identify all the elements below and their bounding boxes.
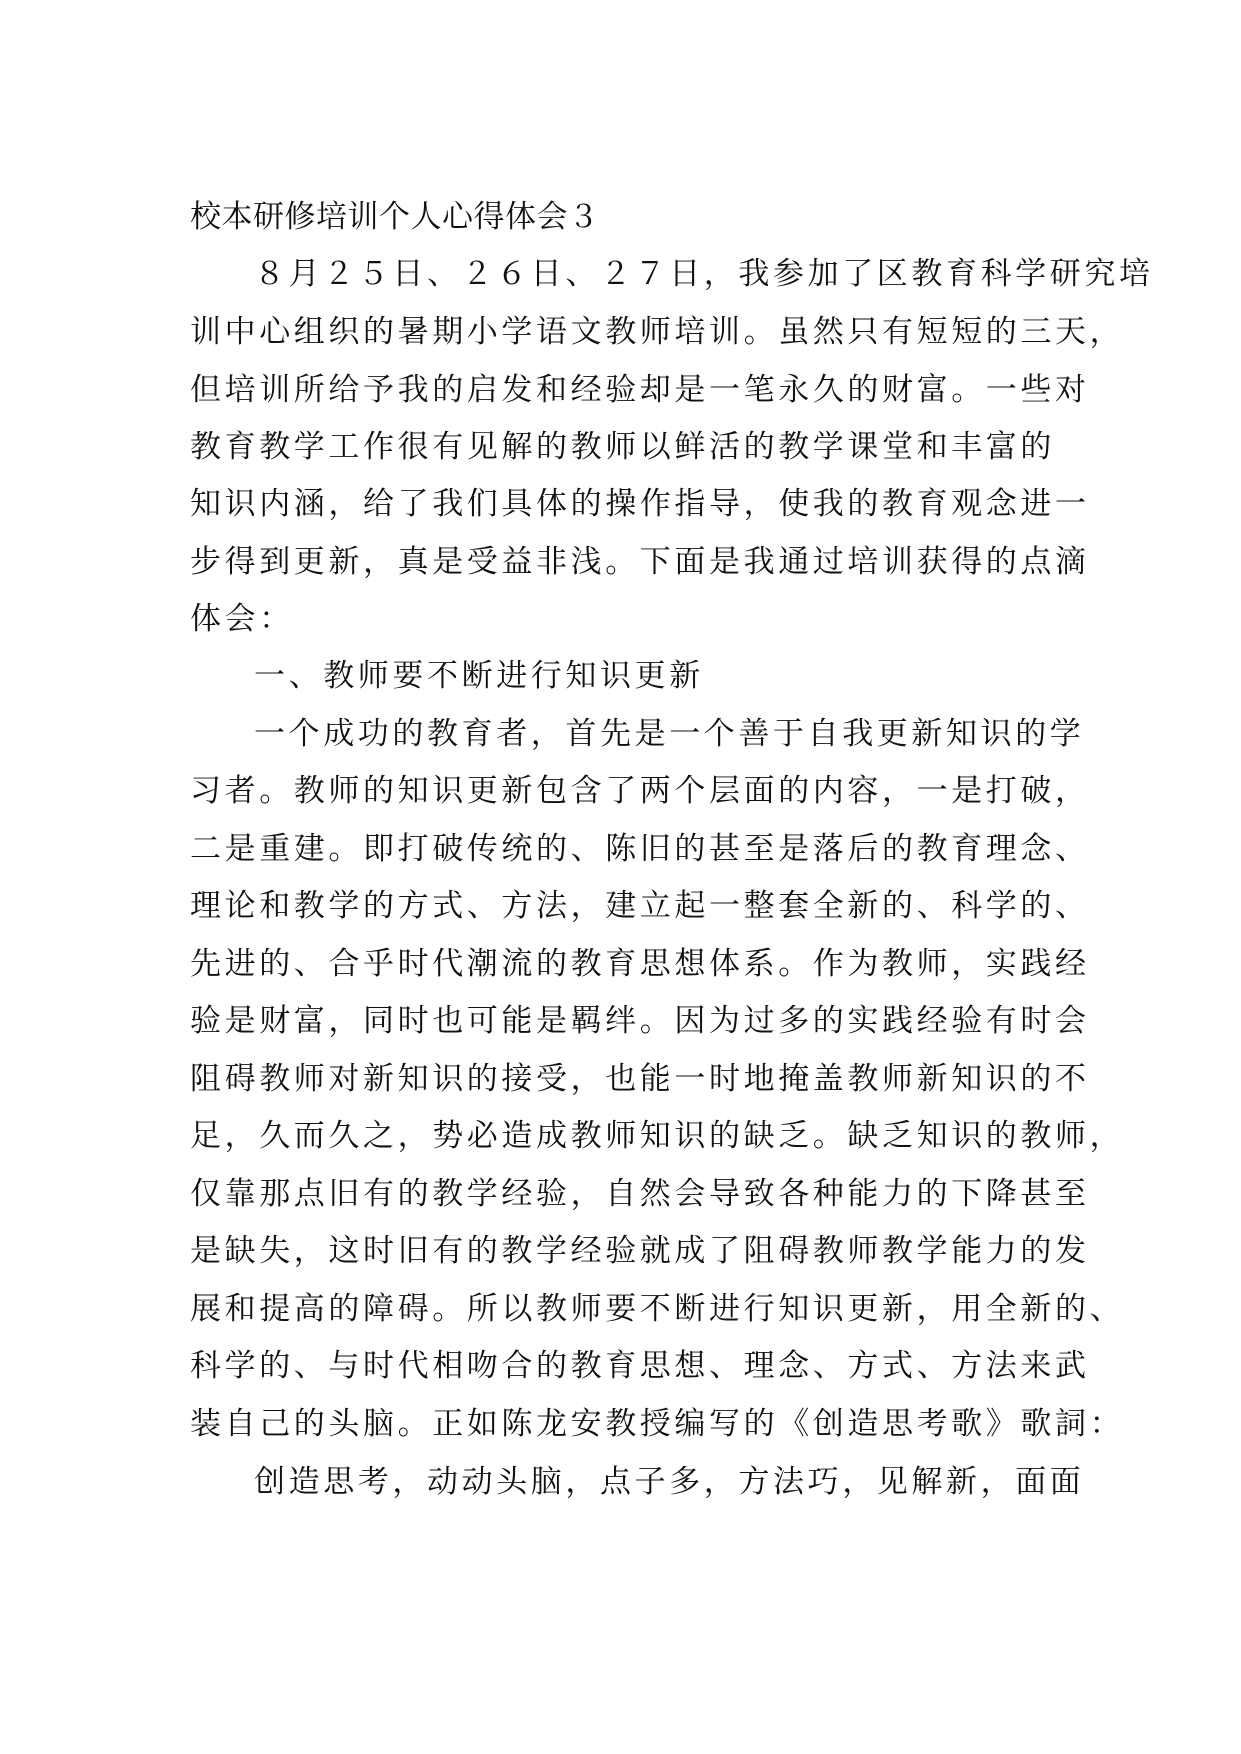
paragraph-line: 先进的、合乎时代潮流的教育思想体系。作为教师，实践经 (190, 946, 1090, 982)
paragraph-line: 足，久而久之，势必造成教师知识的缺乏。缺乏知识的教师， (190, 1118, 1125, 1154)
paragraph-line: 创造思考，动动头脑，点子多，方法巧，见解新，面面 (254, 1464, 1085, 1500)
paragraph-line: 装自己的头脑。正如陈龙安教授编写的《创造思考歌》歌詞： (190, 1406, 1125, 1442)
paragraph-line: 科学的、与时代相吻合的教育思想、理念、方式、方法来武 (190, 1348, 1090, 1384)
paragraph-line: 理论和教学的方式、方法，建立起一整套全新的、科学的、 (190, 888, 1090, 924)
paragraph-line: 知识内涵，给了我们具体的操作指导，使我的教育观念进一 (190, 486, 1090, 522)
paragraph-line: 体会： (190, 601, 294, 637)
paragraph-line: 教育教学工作很有见解的教师以鲜活的教学课堂和丰富的 (190, 429, 1055, 465)
paragraph-line: ８月２５日、２６日、２７日，我参加了区教育科学研究培 (254, 256, 1154, 292)
paragraph-line: 但培训所给予我的启发和经验却是一笔永久的财富。一些对 (190, 372, 1090, 408)
paragraph-line: 一个成功的教育者，首先是一个善于自我更新知识的学 (254, 716, 1085, 752)
paragraph-line: 验是财富，同时也可能是羁绊。因为过多的实践经验有时会 (190, 1003, 1090, 1039)
paragraph-line: 二是重建。即打破传统的、陈旧的甚至是落后的教育理念、 (190, 831, 1090, 867)
section-heading: 一、教师要不断进行知识更新 (254, 658, 704, 694)
paragraph-line: 习者。教师的知识更新包含了两个层面的内容，一是打破， (190, 773, 1090, 809)
paragraph-line: 展和提高的障碍。所以教师要不断进行知识更新，用全新的、 (190, 1291, 1125, 1327)
paragraph-line: 是缺失，这时旧有的教学经验就成了阻碍教师教学能力的发 (190, 1233, 1090, 1269)
paragraph-line: 仅靠那点旧有的教学经验，自然会导致各种能力的下降甚至 (190, 1176, 1090, 1212)
document-title: 校本研修培训个人心得体会３ (190, 199, 600, 235)
paragraph-line: 训中心组织的暑期小学语文教师培训。虽然只有短短的三天， (190, 314, 1125, 350)
paragraph-line: 阻碍教师对新知识的接受，也能一时地掩盖教师新知识的不 (190, 1061, 1090, 1097)
paragraph-line: 步得到更新，真是受益非浅。下面是我通过培训获得的点滴 (190, 544, 1090, 580)
